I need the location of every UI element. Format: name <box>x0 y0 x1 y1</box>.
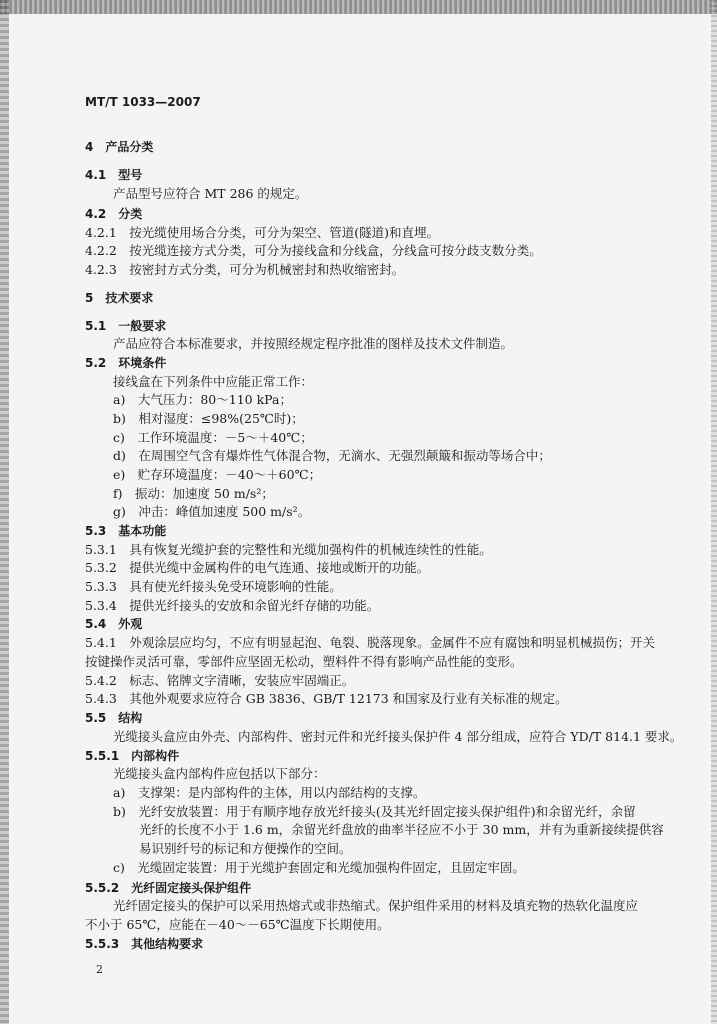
paragraph-continued: 不小于 65℃，应能在－40～－65℃温度下长期使用。 <box>85 917 390 932</box>
list-item-a: a) 支撑架：是内部构件的主体，用以内部结构的支撑。 <box>113 785 426 800</box>
section-5-5-2-heading: 5.5.2 光纤固定接头保护组件 <box>85 881 252 895</box>
clause-5-4-2: 5.4.2 标志、铭牌文字清晰，安装应牢固端正。 <box>85 673 355 688</box>
section-5-heading: 5 技术要求 <box>85 291 154 305</box>
clause-4-2-2: 4.2.2 按光缆连接方式分类，可分为接线盒和分线盒，分线盒可按分歧支数分类。 <box>85 243 542 258</box>
paragraph: 光缆接头盒应由外壳、内部构件、密封元件和光纤接头保护件 4 部分组成，应符合 YD/T 814.1 要求。 <box>113 729 683 744</box>
section-5-5-3-heading: 5.5.3 其他结构要求 <box>85 937 204 951</box>
list-item-e: e) 贮存环境温度：－40～＋60℃； <box>113 467 322 482</box>
paragraph: 光缆接头盒内部构件应包括以下部分： <box>113 766 326 781</box>
list-item-a: a) 大气压力：80～110 kPa； <box>113 392 292 407</box>
list-item-b: b) 相对湿度：≤98%(25℃时)； <box>113 411 304 426</box>
section-4-1-heading: 4.1 型号 <box>85 168 143 182</box>
section-5-5-1-heading: 5.5.1 内部构件 <box>85 749 180 763</box>
scan-edge-top <box>0 0 717 14</box>
clause-5-3-1: 5.3.1 具有恢复光缆护套的完整性和光缆加强构件的机械连续性的性能。 <box>85 542 492 557</box>
list-item-g: g) 冲击：峰值加速度 500 m/s²。 <box>113 504 311 519</box>
clause-5-4-1: 5.4.1 外观涂层应均匀，不应有明显起泡、龟裂、脱落现象。金属件不应有腐蚀和明显机械损伤；开关 <box>85 635 655 650</box>
paragraph: 接线盒在下列条件中应能正常工作： <box>113 374 314 389</box>
list-item-c: c) 光缆固定装置：用于光缆护套固定和光缆加强构件固定，且固定牢固。 <box>113 860 525 875</box>
page-number: 2 <box>96 963 103 976</box>
section-5-4-heading: 5.4 外观 <box>85 617 143 631</box>
clause-5-3-3: 5.3.3 具有使光纤接头免受环境影响的性能。 <box>85 579 342 594</box>
list-item-b-continued: 光纤的长度不小于 1.6 m，余留光纤盘放的曲率半径应不小于 30 mm，并有为重新接续提供容 <box>139 822 664 837</box>
clause-5-4-3: 5.4.3 其他外观要求应符合 GB 3836、GB/T 12173 和国家及行业有关标准的规定。 <box>85 691 568 706</box>
section-5-3-heading: 5.3 基本功能 <box>85 524 167 538</box>
list-item-c: c) 工作环境温度：－5～＋40℃； <box>113 430 313 445</box>
scan-edge-left <box>0 0 9 1024</box>
clause-5-3-2: 5.3.2 提供光缆中金属构件的电气连通、接地或断开的功能。 <box>85 560 430 575</box>
list-item-d: d) 在周围空气含有爆炸性气体混合物，无滴水、无强烈颠簸和振动等场合中； <box>113 448 551 463</box>
list-item-b-continued: 易识别纤号的标记和方便操作的空间。 <box>139 841 352 856</box>
clause-5-4-1-continued: 按键操作灵活可靠，零部件应坚固无松动，塑料件不得有影响产品性能的变形。 <box>85 654 523 669</box>
section-5-5-heading: 5.5 结构 <box>85 711 143 725</box>
paragraph: 产品应符合本标准要求，并按照经规定程序批准的图样及技术文件制造。 <box>113 336 514 351</box>
section-5-1-heading: 5.1 一般要求 <box>85 319 167 333</box>
section-4-heading: 4 产品分类 <box>85 140 154 154</box>
clause-5-3-4: 5.3.4 提供光纤接头的安放和余留光纤存储的功能。 <box>85 598 380 613</box>
clause-4-2-3: 4.2.3 按密封方式分类，可分为机械密封和热收缩密封。 <box>85 262 405 277</box>
section-5-2-heading: 5.2 环境条件 <box>85 356 167 370</box>
list-item-b: b) 光纤安放装置：用于有顺序地存放光纤接头(及其光纤固定接头保护组件)和余留光纤，余留 <box>113 804 636 819</box>
list-item-f: f) 振动：加速度 50 m/s²； <box>113 486 274 501</box>
paragraph: 光纤固定接头的保护可以采用热熔式或非热缩式。保护组件采用的材料及填充物的热软化温度应 <box>113 898 639 913</box>
clause-4-2-1: 4.2.1 按光缆使用场合分类，可分为架空、管道(隧道)和直埋。 <box>85 225 440 240</box>
document-header: MT/T 1033—2007 <box>85 95 201 109</box>
scan-edge-right <box>711 0 717 1024</box>
paragraph: 产品型号应符合 MT 286 的规定。 <box>113 186 308 201</box>
section-4-2-heading: 4.2 分类 <box>85 207 143 221</box>
